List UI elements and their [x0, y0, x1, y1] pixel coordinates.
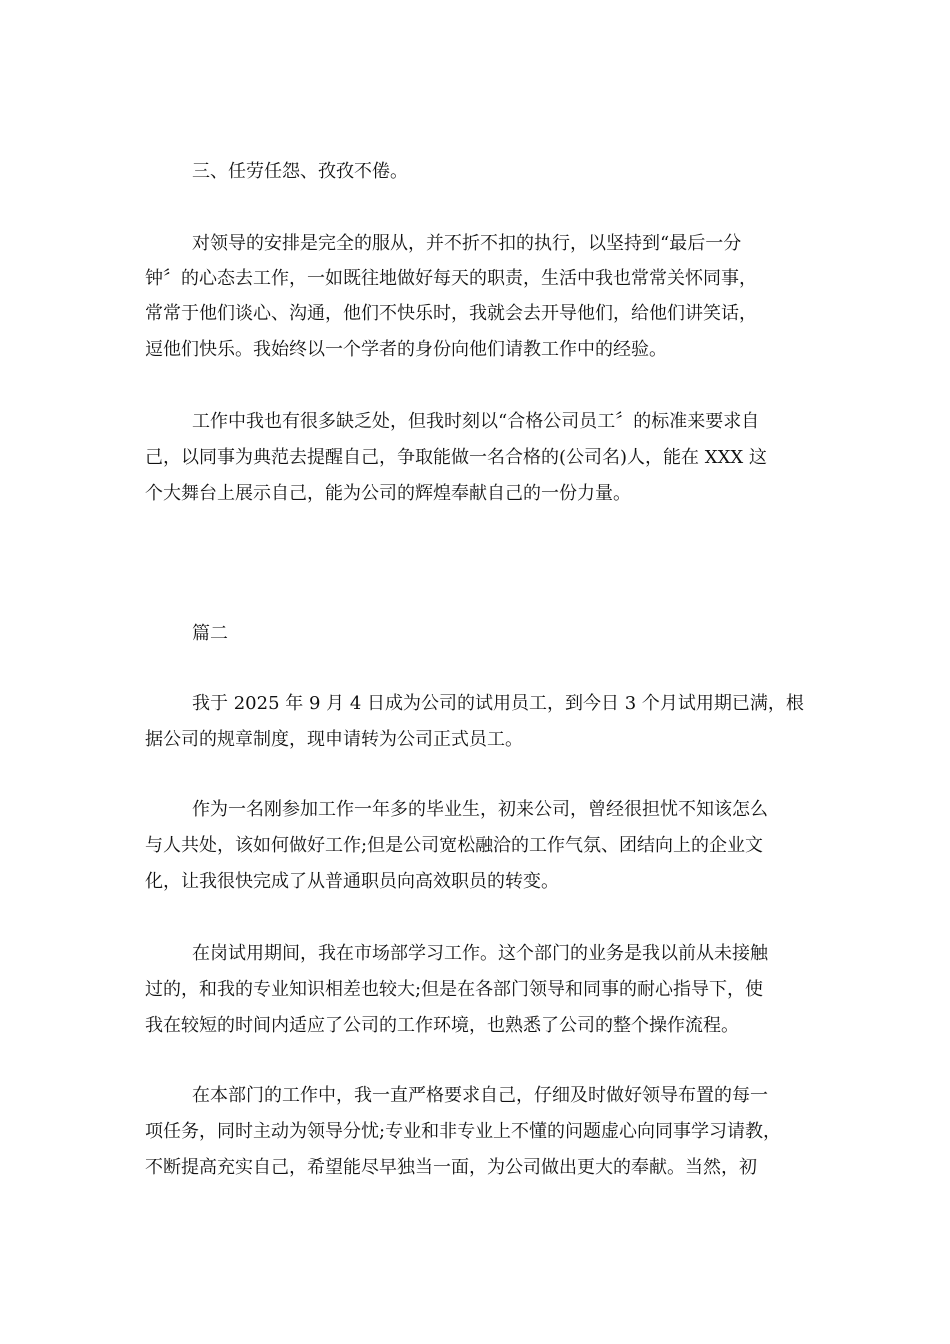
paragraph-5-line-1: 在岗试用期间，我在市场部学习工作。这个部门的业务是我以前从未接触: [192, 943, 768, 964]
paragraph-4-line-2: 与人共处，该如何做好工作;但是公司宽松融洽的工作气氛、团结向上的企业文: [145, 835, 764, 856]
section-heading: 三、任劳任怨、孜孜不倦。: [192, 161, 408, 182]
paragraph-2-line-3: 个大舞台上展示自己，能为公司的辉煌奉献自己的一份力量。: [145, 483, 631, 504]
paragraph-5-line-2: 过的，和我的专业知识相差也较大;但是在各部门领导和同事的耐心指导下，使: [145, 979, 764, 1000]
paragraph-1-line-3: 常常于他们谈心、沟通，他们不快乐时，我就会去开导他们，给他们讲笑话，: [145, 303, 757, 324]
paragraph-2-line-1: 工作中我也有很多缺乏处，但我时刻以“合格公司员工〞的标准来要求自: [192, 411, 760, 432]
paragraph-1-line-1: 对领导的安排是完全的服从，并不折不扣的执行，以坚持到“最后一分: [192, 233, 742, 254]
paragraph-3-line-2: 据公司的规章制度，现申请转为公司正式员工。: [145, 729, 523, 750]
paragraph-6-line-2: 项任务，同时主动为领导分忧;专业和非专业上不懂的问题虚心向同事学习请教，: [145, 1121, 782, 1142]
paragraph-2-line-2: 己，以同事为典范去提醒自己，争取能做一名合格的(公司名)人，能在 XXX 这: [145, 447, 767, 468]
paragraph-3-line-1: 我于 2025 年 9 月 4 日成为公司的试用员工，到今日 3 个月试用期已满，根: [192, 693, 804, 714]
paragraph-5-line-3: 我在较短的时间内适应了公司的工作环境，也熟悉了公司的整个操作流程。: [145, 1015, 739, 1036]
part-title: 篇二: [192, 623, 228, 644]
paragraph-4-line-1: 作为一名刚参加工作一年多的毕业生，初来公司，曾经很担忧不知该怎么: [192, 799, 768, 820]
paragraph-1-line-4: 逗他们快乐。我始终以一个学者的身份向他们请教工作中的经验。: [145, 339, 667, 360]
paragraph-4-line-3: 化，让我很快完成了从普通职员向高效职员的转变。: [145, 871, 559, 892]
paragraph-6-line-3: 不断提高充实自己，希望能尽早独当一面，为公司做出更大的奉献。当然，初: [145, 1157, 757, 1178]
paragraph-6-line-1: 在本部门的工作中，我一直严格要求自己，仔细及时做好领导布置的每一: [192, 1085, 768, 1106]
paragraph-1-line-2: 钟〞的心态去工作，一如既往地做好每天的职责，生活中我也常常关怀同事，: [145, 268, 757, 289]
